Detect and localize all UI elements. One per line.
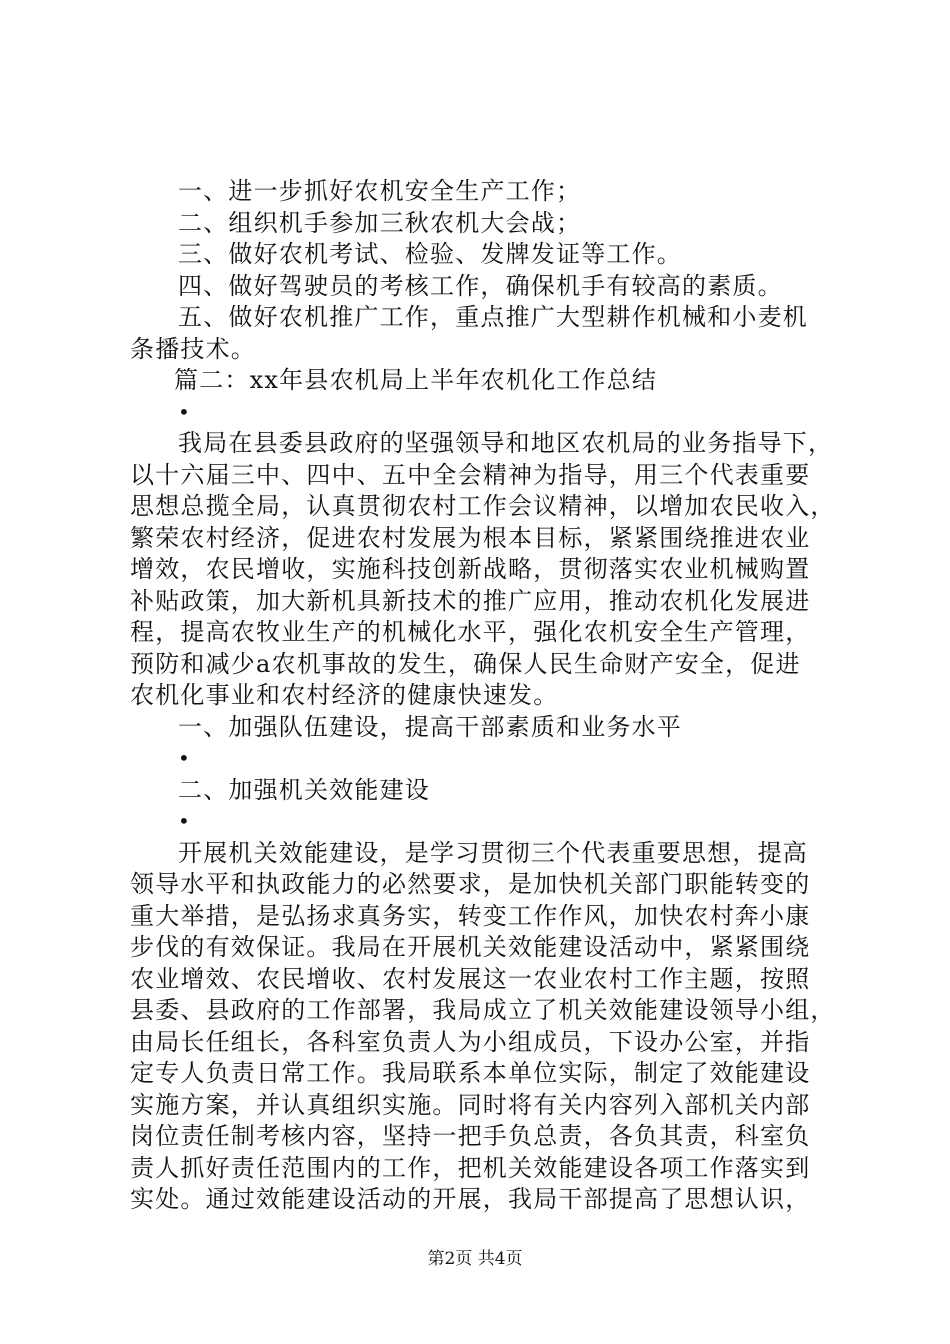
paragraph-line: 步伐的有效保证。我局在开展机关效能建设活动中，紧紧围绕 — [130, 933, 811, 961]
paragraph-line: 预防和减少a农机事故的发生，确保人民生命财产安全，促进 — [130, 649, 801, 678]
paragraph-line: 岗位责任制考核内容，坚持一把手负总责，各负其责，科室负 — [130, 1122, 811, 1150]
paragraph-line: 实施方案，并认真组织实施。同时将有关内容列入部机关内部 — [130, 1090, 811, 1119]
document-body — [130, 176, 836, 1216]
list-item-5: 五、做好农机推广工作，重点推广大型耕作机械和小麦机 — [178, 303, 808, 331]
paragraph-line: 县委、县政府的工作部署，我局成立了机关效能建设领导小组， — [130, 996, 836, 1024]
bullet-marker: • — [178, 809, 190, 833]
paragraph-line: 农业增效、农民增收、农村发展这一农业农村工作主题，按照 — [130, 964, 811, 993]
list-item-1: 一、进一步抓好农机安全生产工作； — [178, 177, 582, 205]
list-item-5-continued: 条播技术。 — [130, 334, 256, 363]
paragraph-line: 思想总揽全局，认真贯彻农村工作会议精神，以增加农民收入， — [130, 492, 836, 520]
paragraph-line: 程，提高农牧业生产的机械化水平，强化农机安全生产管理， — [130, 618, 811, 646]
paragraph-line: 以十六届三中、四中、五中全会精神为指导，用三个代表重要 — [130, 460, 811, 489]
list-item-3: 三、做好农机考试、检验、发牌发证等工作。 — [178, 240, 682, 268]
paragraph-line: 农机化事业和农村经济的健康快速发。 — [130, 681, 559, 709]
bullet-marker: • — [178, 746, 190, 770]
paragraph-line: 繁荣农村经济，促进农村发展为根本目标，紧紧围绕推进农业 — [130, 523, 811, 552]
paragraph-line: 责人抓好责任范围内的工作，把机关效能建设各项工作落实到 — [130, 1153, 811, 1182]
paragraph-line: 由局长任组长，各科室负责人为小组成员，下设办公室，并指 — [130, 1027, 811, 1056]
paragraph-line: 领导水平和执政能力的必然要求，是加快机关部门职能转变的 — [130, 870, 811, 898]
paragraph-line: 定专人负责日常工作。我局联系本单位实际，制定了效能建设 — [130, 1059, 811, 1087]
list-item-2: 二、组织机手参加三秋农机大会战； — [178, 208, 582, 237]
subheading: 二、加强机关效能建设 — [178, 775, 430, 804]
paragraph-line: 重大举措，是弘扬求真务实，转变工作作风，加快农村奔小康 — [130, 901, 811, 930]
paragraph-line: 实处。通过效能建设活动的开展，我局干部提高了思想认识， — [130, 1185, 811, 1213]
paragraph-line: 补贴政策，加大新机具新技术的推广应用，推动农机化发展进 — [130, 586, 811, 615]
paragraph-line: 开展机关效能建设，是学习贯彻三个代表重要思想，提高 — [178, 838, 808, 867]
bullet-marker: • — [178, 399, 190, 424]
section-heading: 篇二：xx年县农机局上半年农机化工作总结 — [174, 366, 658, 394]
list-item-4: 四、做好驾驶员的考核工作，确保机手有较高的素质。 — [178, 271, 783, 300]
paragraph-line: 增效，农民增收，实施科技创新战略，贯彻落实农业机械购置 — [130, 555, 811, 583]
subheading: 一、加强队伍建设，提高干部素质和业务水平 — [178, 712, 682, 741]
page-number-footer: 第2页 共4页 — [427, 1249, 523, 1269]
paragraph-line: 我局在县委县政府的坚强领导和地区农机局的业务指导下， — [178, 429, 834, 457]
